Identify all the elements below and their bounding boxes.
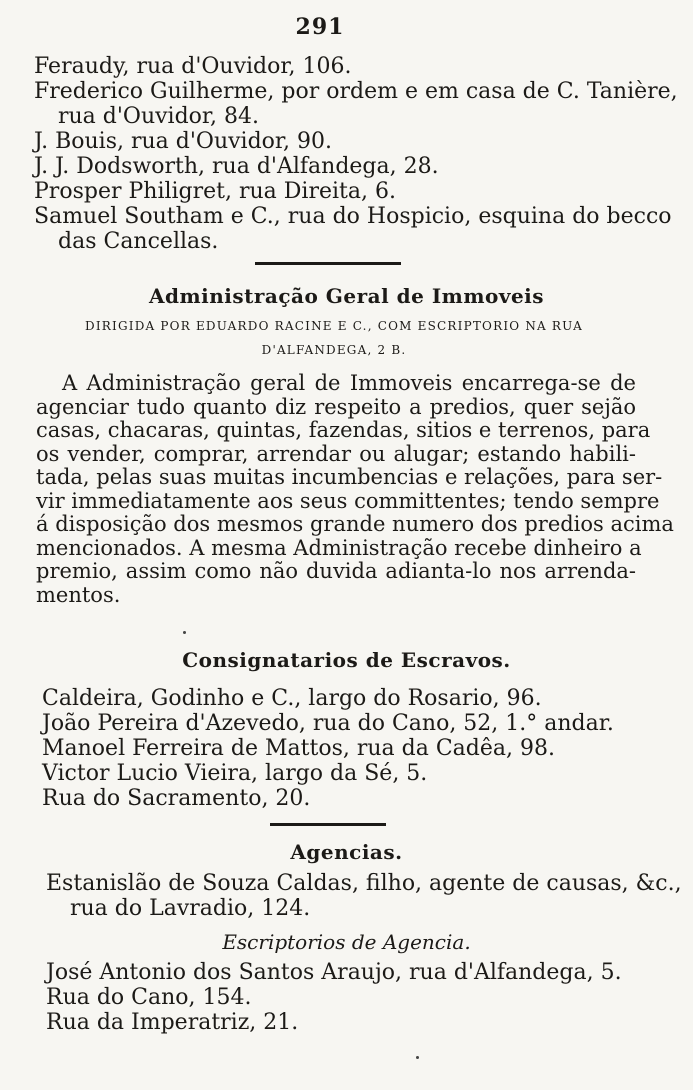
merchant-entry: Feraudy, rua d'Ouvidor, 106. — [34, 54, 352, 79]
merchant-entry: Samuel Southam e C., rua do Hospicio, esquina do becco — [34, 204, 672, 229]
agencia-entry: Estanislão de Souza Caldas, filho, agente de causas, &c., — [46, 871, 682, 896]
consignatario-entry: Manoel Ferreira de Mattos, rua da Cadêa, 98. — [42, 736, 555, 761]
paragraph-line: mentos. — [36, 582, 121, 607]
consignatario-entry: João Pereira d'Azevedo, rua do Cano, 52, 1.° andar. — [42, 711, 614, 736]
administracao-paragraph — [36, 371, 674, 607]
consignatario-entry: Rua do Sacramento, 20. — [42, 786, 311, 811]
section-divider — [270, 823, 386, 826]
paragraph-line: agenciar tudo quanto diz respeito a predios, quer sejão — [36, 394, 636, 419]
escriptorio-entry: Rua da Imperatriz, 21. — [46, 1010, 299, 1035]
merchant-entry: J. Bouis, rua d'Ouvidor, 90. — [34, 129, 332, 154]
paragraph-line: á disposição dos mesmos grande numero dos predios acima — [36, 512, 674, 536]
escriptorio-entry: Rua do Cano, 154. — [46, 985, 252, 1010]
agencia-entry-continuation: rua do Lavradio, 124. — [70, 896, 311, 921]
merchant-entry-continuation: das Cancellas. — [58, 229, 219, 254]
escriptorio-entry: José Antonio dos Santos Araujo, rua d'Alfandega, 5. — [46, 960, 622, 985]
administracao-subtitle-line: DIRIGIDA POR EDUARDO RACINE E C., COM ESCRIPTORIO NA RUA — [85, 319, 583, 333]
administracao-subtitle-line: D'ALFANDEGA, 2 B. — [261, 343, 407, 357]
consignatario-entry: Caldeira, Godinho e C., largo do Rosario, 96. — [42, 686, 542, 711]
paragraph-line: vir immediatamente aos seus committentes; tendo sempre — [36, 488, 660, 513]
merchant-entry-continuation: rua d'Ouvidor, 84. — [58, 104, 259, 129]
consignatarios-list — [42, 686, 642, 811]
merchant-entry: Prosper Philigret, rua Direita, 6. — [34, 179, 396, 204]
printer-dot — [183, 631, 186, 634]
agencias-heading: Agencias. — [290, 840, 403, 864]
printer-dot — [416, 1056, 419, 1059]
merchant-entry: J. J. Dodsworth, rua d'Alfandega, 28. — [34, 154, 439, 179]
consignatarios-heading: Consignatarios de Escravos. — [182, 648, 511, 672]
paragraph-line: A Administração geral de Immoveis encarrega-se de — [62, 371, 636, 395]
page-number: 291 — [295, 14, 345, 40]
agencias-list — [46, 871, 682, 921]
administracao-heading: Administração Geral de Immoveis — [148, 284, 545, 308]
paragraph-line: premio, assim como não duvida adianta-lo nos arrenda- — [36, 559, 636, 583]
administracao-subtitle — [34, 314, 634, 362]
escriptorios-heading: Escriptorios de Agencia. — [222, 930, 471, 954]
escriptorios-list — [46, 960, 646, 1035]
merchant-entry: Frederico Guilherme, por ordem e em casa de C. Tanière, — [34, 79, 678, 104]
consignatario-entry: Victor Lucio Vieira, largo da Sé, 5. — [42, 761, 428, 786]
paragraph-line: os vender, comprar, arrendar ou alugar; estando habili- — [36, 441, 636, 466]
paragraph-line: mencionados. A mesma Administração recebe dinheiro a — [36, 535, 642, 560]
paragraph-line: casas, chacaras, quintas, fazendas, sitios e terrenos, para — [36, 418, 651, 442]
merchant-list — [34, 54, 678, 254]
paragraph-line: tada, pelas suas muitas incumbencias e relações, para ser- — [36, 465, 663, 489]
section-divider — [255, 262, 401, 265]
